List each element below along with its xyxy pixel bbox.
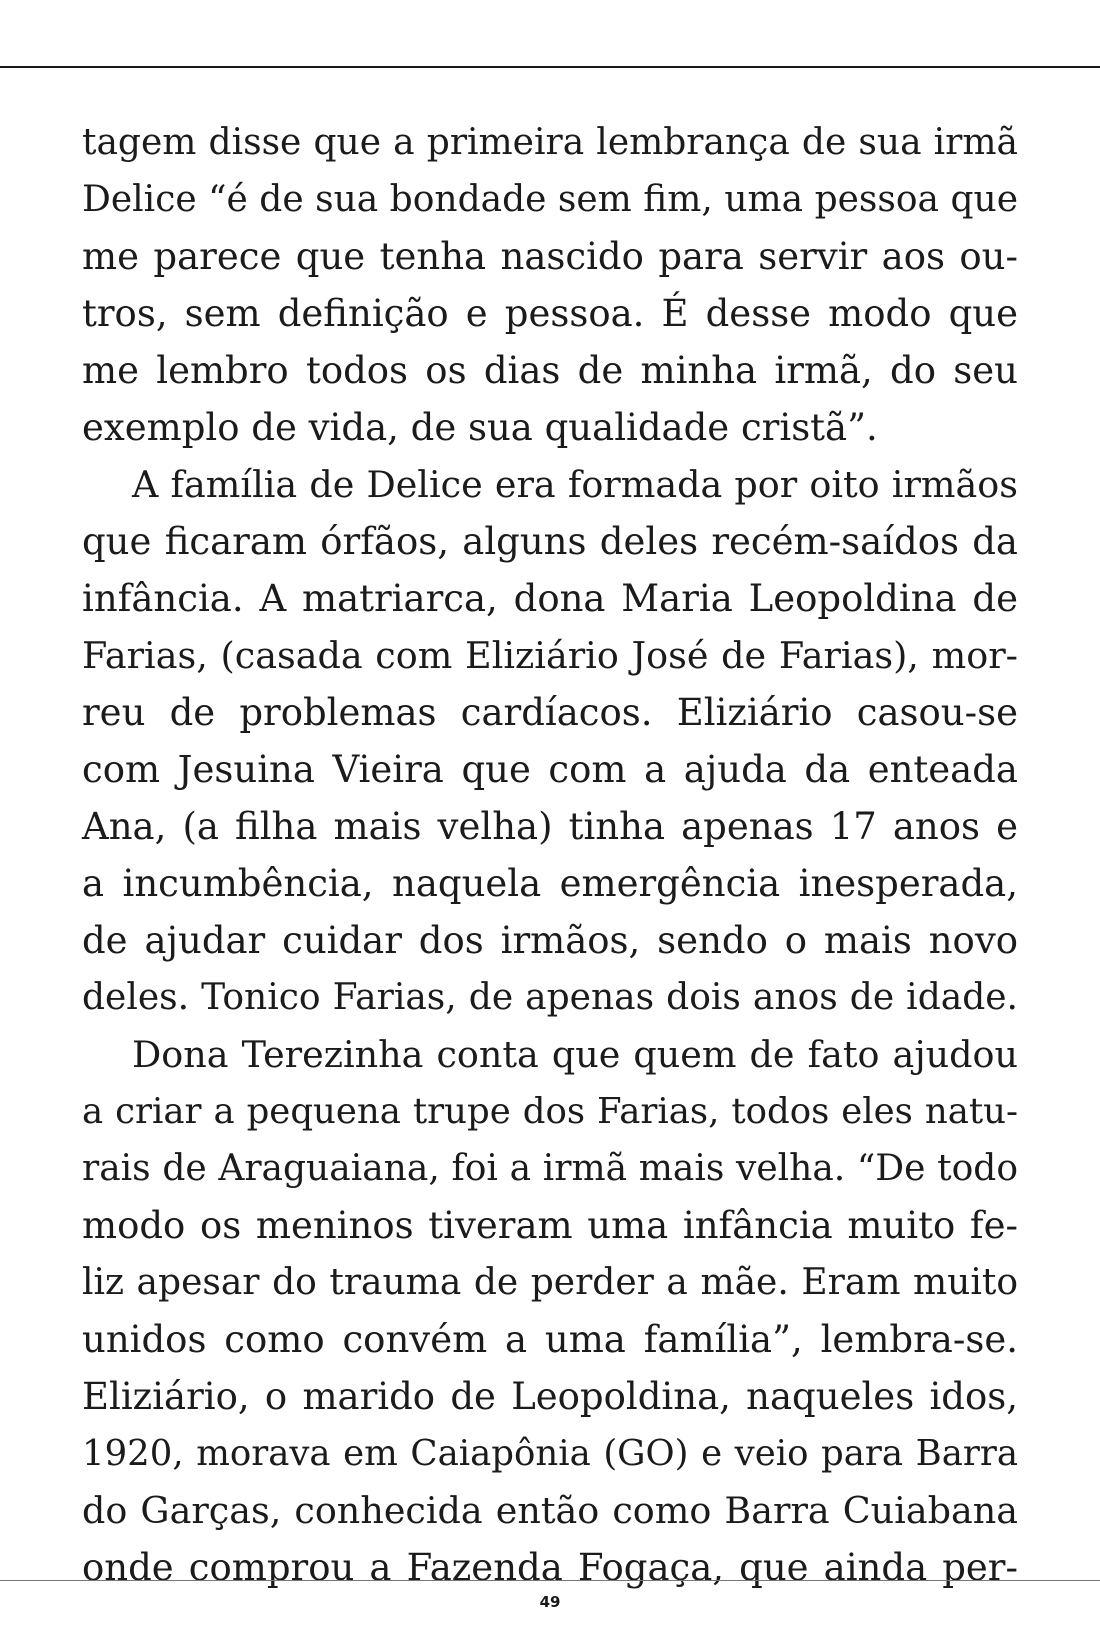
text-line: me lembro todos os dias de minha irmã, do seu — [82, 349, 1018, 392]
text-line: Eliziário, o marido de Leopoldina, naqueles idos, — [82, 1375, 1018, 1418]
footer-rule — [0, 1580, 1100, 1581]
paragraph-start-line: Dona Terezinha conta que quem de fato ajudou — [132, 1033, 1018, 1076]
text-line: rais de Araguaiana, foi a irmã mais velha. “De todo — [82, 1148, 1018, 1189]
body-text — [82, 114, 1018, 1596]
text-line: Ana, (a filha mais velha) tinha apenas 17 anos e — [82, 805, 1018, 848]
text-line: onde comprou a Fazenda Fogaça, que ainda per- — [82, 1546, 1018, 1589]
text-line: do Garças, conhecida então como Barra Cuiabana — [82, 1489, 1018, 1532]
text-line: tagem disse que a primeira lembrança de sua irmã — [82, 122, 1018, 163]
text-line: exemplo de vida, de sua qualidade cristã”. — [82, 406, 878, 449]
text-line: deles. Tonico Farias, de apenas dois anos de idade. — [82, 977, 1018, 1018]
text-line: que ficaram órfãos, alguns deles recém-saídos da — [82, 520, 1018, 563]
text-line: com Jesuina Vieira que com a ajuda da enteada — [82, 748, 1018, 791]
page-number: 49 — [539, 1593, 561, 1611]
text-line: liz apesar do trauma de perder a mãe. Eram muito — [82, 1262, 1018, 1303]
paragraph-start-line: A família de Delice era formada por oito irmãos — [132, 463, 1018, 506]
text-line: unidos como convém a uma família”, lembra-se. — [82, 1318, 1018, 1361]
text-line: modo os meninos tiveram uma infância muito fe- — [82, 1204, 1018, 1247]
text-line: reu de problemas cardíacos. Eliziário casou-se — [82, 691, 1018, 734]
text-line: a criar a pequena trupe dos Farias, todos eles natu- — [82, 1091, 1018, 1132]
text-line: me parece que tenha nascido para servir aos ou- — [82, 235, 1018, 278]
text-line: infância. A matriarca, dona Maria Leopoldina de — [82, 577, 1018, 620]
text-line: de ajudar cuidar dos irmãos, sendo o mais novo — [82, 919, 1018, 962]
text-line: Delice “é de sua bondade sem fim, uma pessoa que — [82, 179, 1018, 220]
text-line: a incumbência, naquela emergência inesperada, — [82, 862, 1018, 905]
text-line: Farias, (casada com Eliziário José de Farias), mor- — [82, 634, 1018, 677]
text-line: tros, sem definição e pessoa. É desse modo que — [82, 292, 1018, 335]
top-rule — [0, 66, 1100, 68]
text-line: 1920, morava em Caiapônia (GO) e veio para Barra — [82, 1433, 1018, 1474]
